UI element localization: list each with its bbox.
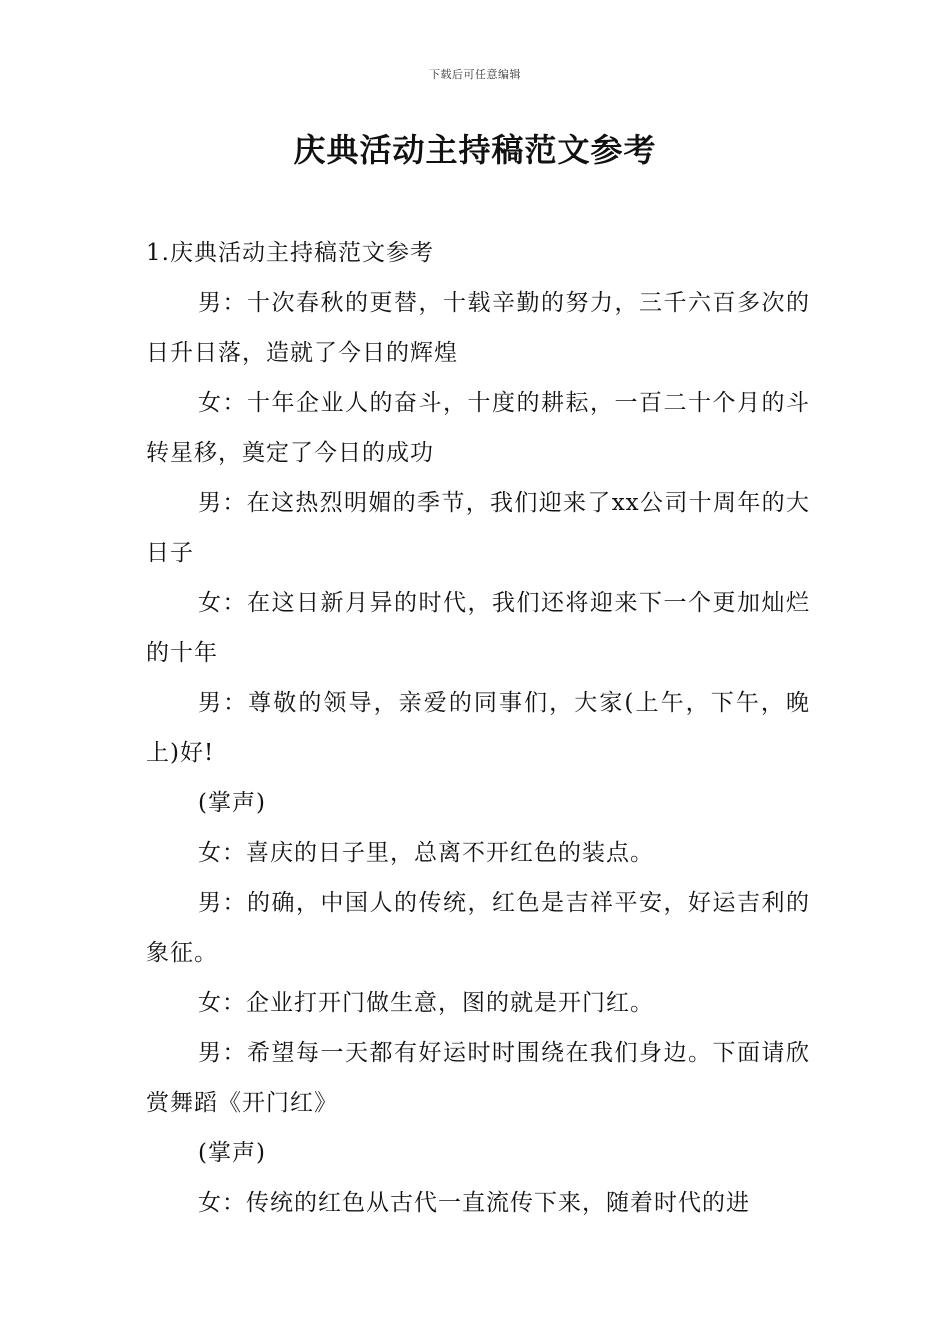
header-note: 下载后可任意编辑	[429, 68, 521, 81]
paragraph: 男：尊敬的领导，亲爱的同事们，大家(上午，下午，晚上)好!	[146, 690, 810, 766]
paragraph: 女：十年企业人的奋斗，十度的耕耘，一百二十个月的斗转星移，奠定了今日的成功	[146, 390, 810, 466]
paragraph: 女：喜庆的日子里，总离不开红色的装点。	[198, 840, 654, 866]
paragraph: 男：在这热烈明媚的季节，我们迎来了xx公司十周年的大日子	[146, 490, 810, 566]
paragraph: (掌声)	[198, 790, 266, 816]
paragraph: 女：传统的红色从古代一直流传下来，随着时代的进	[198, 1190, 750, 1216]
paragraph: 男：十次春秋的更替，十载辛勤的努力，三千六百多次的日升日落，造就了今日的辉煌	[146, 290, 810, 366]
paragraph: (掌声)	[198, 1140, 266, 1166]
paragraph: 女：在这日新月异的时代，我们还将迎来下一个更加灿烂的十年	[146, 590, 810, 666]
paragraph: 男：希望每一天都有好运时时围绕在我们身边。下面请欣赏舞蹈《开门红》	[146, 1040, 810, 1116]
paragraph: 男：的确，中国人的传统，红色是吉祥平安，好运吉利的象征。	[146, 890, 810, 966]
document-body	[146, 228, 810, 1228]
section-heading: 1.庆典活动主持稿范文参考	[146, 240, 434, 266]
document-title: 庆典活动主持稿范文参考	[293, 131, 657, 169]
paragraph: 女：企业打开门做生意，图的就是开门红。	[198, 990, 654, 1016]
